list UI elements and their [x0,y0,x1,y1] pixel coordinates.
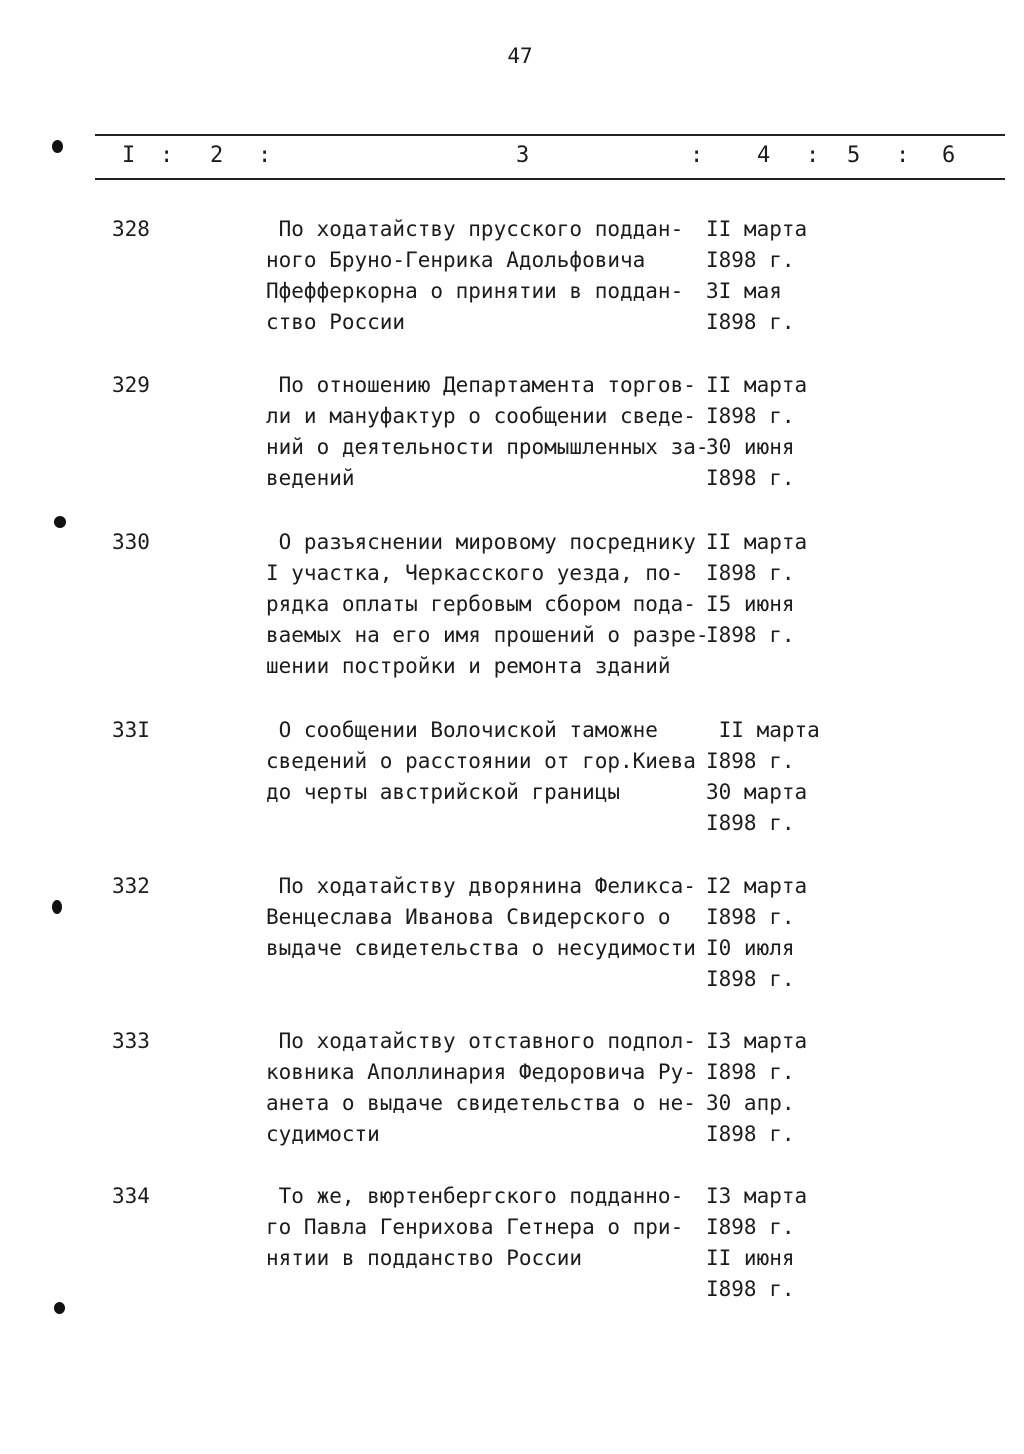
entry-text: ного Бруно-Генрика Адольфовича [266,248,646,272]
entry-text: То же, вюртенбергского подданно- [266,1184,684,1208]
entry-text: судимости [266,1122,380,1146]
entry-date: I898 г. [706,1122,795,1146]
entry-text: I участка, Черкасского уезда, по- [266,561,684,585]
entry-text: По ходатайству прусского поддан- [266,217,684,241]
entry-line [266,871,807,902]
entry-date: I5 июня [706,592,795,616]
header-separator: : [258,143,272,168]
header-rule-top [95,134,1005,136]
entry-date: II марта [706,530,808,554]
entry-number: 332 [112,874,150,898]
entry-date: I898 г. [706,967,795,991]
entry-line [266,1212,795,1243]
binding-hole-mark [52,140,63,153]
entry-line [266,307,795,338]
entry-line [266,1243,795,1274]
entry-date: I898 г. [706,248,795,272]
entry-date: I3 марта [706,1184,808,1208]
header-col-3: 3 [516,143,530,168]
entry-line [266,964,795,995]
entry-date: 30 июня [706,435,795,459]
entry-line [266,1088,795,1119]
entry-date: I898 г. [706,310,795,334]
entry-date: I898 г. [706,1215,795,1239]
binding-hole-mark [52,900,62,914]
entry-date: I898 г. [706,404,795,428]
entry-line [266,1057,795,1088]
entry-line [266,933,795,964]
entry-date: II марта [706,217,808,241]
entry-number: 334 [112,1184,150,1208]
entry-text: ваемых на его имя прошений о разре- [266,623,709,647]
entry-line [266,1026,807,1057]
entry-text: нятии в подданство России [266,1246,583,1270]
entry-date: I898 г. [706,1277,795,1301]
entry-text: Венцеслава Иванова Свидерского о [266,905,671,929]
header-col-1: I [122,143,136,168]
entry-date: I898 г. [706,466,795,490]
entry-number: 330 [112,530,150,554]
entry-line [266,276,782,307]
entry-text: ведений [266,466,355,490]
entry-line [266,715,820,746]
entry-text: сведений о расстоянии от гор.Киева [266,749,696,773]
entry-line [266,245,795,276]
entry-number: 33I [112,718,150,742]
entry-text: Пфефферкорна о принятии в поддан- [266,279,684,303]
entry-line [266,527,807,558]
entry-text: О разъяснении мировому посреднику [266,530,696,554]
entry-text: го Павла Генрихова Гетнера о при- [266,1215,684,1239]
entry-text: до черты австрийской границы [266,780,621,804]
header-separator: : [160,143,174,168]
entry-text: ство России [266,310,406,334]
entry-date: I898 г. [706,561,795,585]
entry-date: 30 апр. [706,1091,795,1115]
entry-text: шении постройки и ремонта зданий [266,654,671,678]
header-separator: : [806,143,820,168]
entry-line [266,808,795,839]
entry-line [266,620,795,651]
binding-hole-mark [54,1302,65,1314]
entry-date: II марта [706,718,820,742]
entry-line [266,463,795,494]
entry-date: 30 марта [706,780,808,804]
entry-date: I898 г. [706,749,795,773]
entry-date: I0 июля [706,936,795,960]
entry-text: выдаче свидетельства о несудимости [266,936,696,960]
entry-date: I898 г. [706,1060,795,1084]
entry-text: рядка оплаты гербовым сбором пода- [266,592,696,616]
entry-date: II июня [706,1246,795,1270]
entry-text: ковника Аполлинария Федоровича Ру- [266,1060,696,1084]
header-col-5: 5 [847,143,861,168]
entry-line [266,651,706,682]
binding-hole-mark [54,516,66,528]
header-separator: : [690,143,704,168]
header-separator: : [896,143,910,168]
entry-line [266,1181,807,1212]
entry-line [266,370,807,401]
entry-date: I898 г. [706,811,795,835]
entry-date: I898 г. [706,623,795,647]
entry-date: I3 марта [706,1029,808,1053]
entry-date: I898 г. [706,905,795,929]
entry-line [266,589,795,620]
entry-text: По ходатайству отставного подпол- [266,1029,696,1053]
entry-line [266,432,795,463]
header-col-6: 6 [942,143,956,168]
entry-line [266,558,795,589]
entry-line [266,214,807,245]
entry-text: анета о выдаче свидетельства о не- [266,1091,696,1115]
entry-text: По ходатайству дворянина Феликса- [266,874,696,898]
entry-text: ний о деятельности промышленных за- [266,435,709,459]
entry-line [266,401,795,432]
entry-number: 333 [112,1029,150,1053]
entry-number: 328 [112,217,150,241]
entry-number: 329 [112,373,150,397]
entry-date: 3I мая [706,279,782,303]
page-number: 47 [507,44,533,68]
entry-line [266,777,807,808]
entry-date: I2 марта [706,874,808,898]
entry-line [266,902,795,933]
header-col-2: 2 [210,143,224,168]
entry-text: О сообщении Волочиской таможне [266,718,658,742]
entry-line [266,746,795,777]
entry-date: II марта [706,373,808,397]
header-col-4: 4 [757,143,771,168]
entry-line [266,1274,795,1305]
entry-line [266,1119,795,1150]
header-rule-bottom [95,178,1005,180]
entry-text: ли и мануфактур о сообщении сведе- [266,404,696,428]
entry-text: По отношению Департамента торгов- [266,373,696,397]
